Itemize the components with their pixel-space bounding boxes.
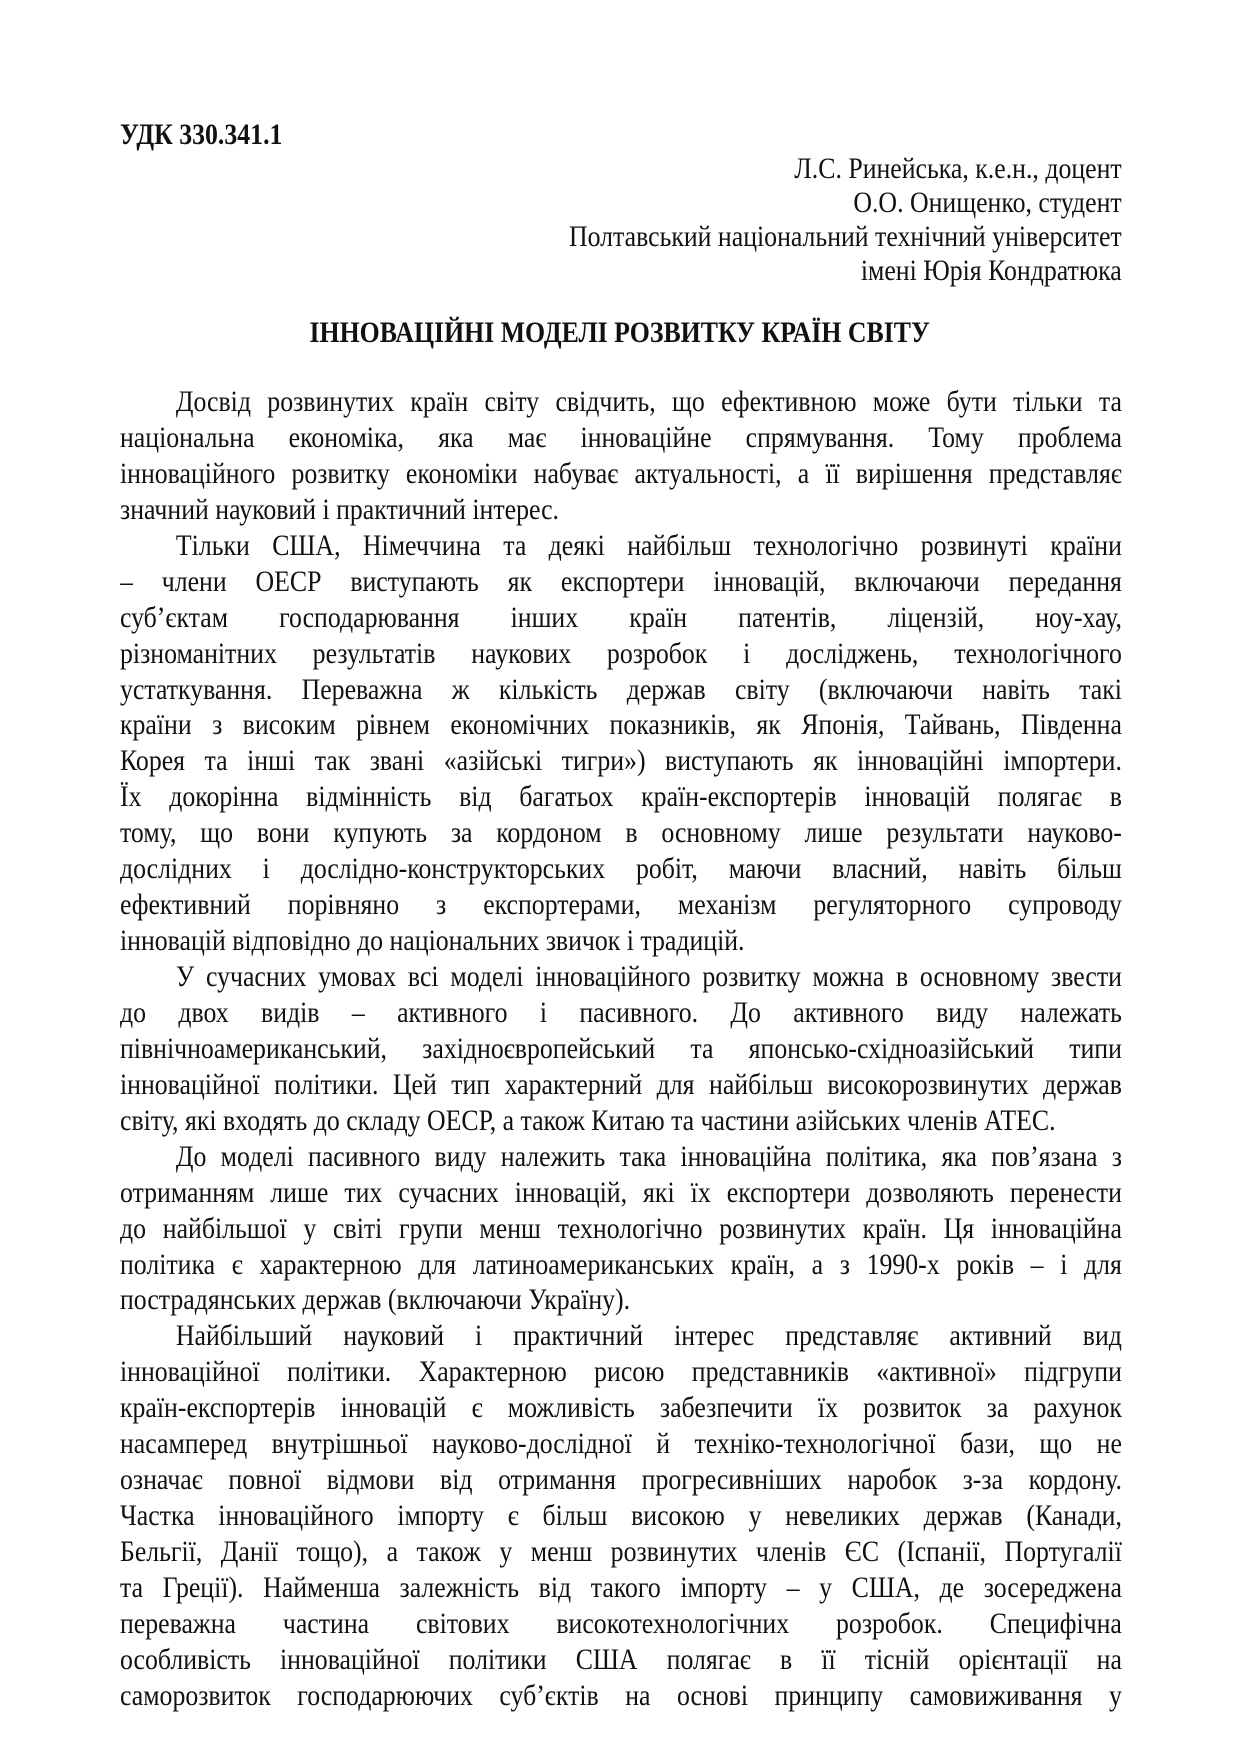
text-line: пострадянських держав (включаючи Україну). (120, 1283, 631, 1317)
text-line: до найбільшої у світі групи менш технологічно розвинутих країн. Ця інноваційна (120, 1211, 1122, 1245)
text-line: інновацій відповідно до національних звичок і традицій. (120, 924, 745, 958)
text-line: північноамериканський, західноєвропейський та японсько-східноазійський типи (120, 1031, 1122, 1065)
text-line: саморозвиток господарюючих суб’єктів на основі принципу самовиживання у (120, 1678, 1122, 1712)
text-line: У сучасних умовах всі моделі інноваційного розвитку можна в основному звести (175, 960, 1122, 993)
text-line: дослідних і дослідно-конструкторських робіт, маючи власний, навіть більш (120, 852, 1122, 886)
text-line: устаткування. Переважна ж кількість держав світу (включаючи навіть такі (120, 672, 1122, 706)
text-line: Бельгії, Данії тощо), а також у менш розвинутих членів ЄС (Іспанії, Португалії (120, 1535, 1122, 1568)
text-line: різноманітних результатів наукових розробок і досліджень, технологічного (120, 636, 1122, 670)
author-1: Л.С. Ринейська, к.е.н., доцент (794, 152, 1122, 185)
text-line: До моделі пасивного виду належить така інноваційна політика, яка пов’язана з (175, 1139, 1122, 1173)
affiliation-line-2: імені Юрія Кондратюка (861, 254, 1122, 287)
text-line: інноваційної політики. Цей тип характерний для найбільш високорозвинутих держав (120, 1067, 1122, 1101)
affiliation-line-1: Полтавський національний технічний університет (569, 220, 1122, 253)
article-body (120, 384, 1122, 1714)
article-title (0, 316, 1240, 350)
text-line: тому, що вони купують за кордоном в основному лише результати науково- (120, 816, 1122, 850)
text-line: суб’єктам господарювання інших країн патентів, ліцензій, ноу-хау, (120, 600, 1122, 634)
text-line: значний науковий і практичний інтерес. (120, 492, 559, 526)
text-line: отриманням лише тих сучасних інновацій, які їх експортери дозволяють перенести (120, 1175, 1122, 1209)
author-2: О.О. Онищенко, студент (853, 186, 1122, 219)
text-line: світу, які входять до складу ОЕСР, а також Китаю та частини азійських членів АТЕС. (120, 1103, 1056, 1137)
text-line: країни з високим рівнем економічних показників, як Японія, Тайвань, Південна (120, 708, 1122, 742)
text-line: Найбільший науковий і практичний інтерес представляє активний вид (175, 1319, 1122, 1353)
text-line: національна економіка, яка має інноваційне спрямування. Тому проблема (120, 420, 1122, 454)
text-line: інноваційного розвитку економіки набуває актуальності, а її вирішення представляє (120, 456, 1122, 490)
text-line: Частка інноваційного імпорту є більш високою у невеликих держав (Канади, (120, 1499, 1122, 1533)
text-line: Тільки США, Німеччина та деякі найбільш технологічно розвинуті країни (175, 528, 1122, 562)
text-line: країн-експортерів інновацій є можливість забезпечити їх розвиток за рахунок (120, 1391, 1122, 1425)
article-title-text: ІННОВАЦІЙНІ МОДЕЛІ РОЗВИТКУ КРАЇН СВІТУ (309, 316, 931, 349)
text-line: Їх докорінна відмінність від багатьох країн-експортерів інновацій полягає в (120, 780, 1122, 814)
paragraph (120, 384, 1122, 528)
text-line: інноваційної політики. Характерною рисою представників «активної» підгрупи (120, 1355, 1122, 1389)
text-line: Досвід розвинутих країн світу свідчить, що ефективною може бути тільки та (175, 385, 1122, 418)
paragraph (120, 528, 1122, 959)
text-line: політика є характерною для латиноамериканських країн, а з 1990-х років – і для (120, 1247, 1122, 1281)
text-line: переважна частина світових високотехнологічних розробок. Специфічна (120, 1606, 1122, 1640)
paragraph (120, 1318, 1122, 1713)
text-line: означає повної відмови від отримання прогресивніших наробок з-за кордону. (120, 1463, 1122, 1497)
text-line: та Греції). Найменша залежність від такого імпорту – у США, де зосереджена (120, 1570, 1122, 1604)
text-line: Корея та інші так звані «азійські тигри») виступають як інноваційні імпортери. (120, 744, 1122, 778)
udc-code: УДК 330.341.1 (120, 118, 283, 151)
text-line: – члени ОЕСР виступають як експортери інновацій, включаючи передання (120, 564, 1122, 598)
text-line: ефективний порівняно з експортерами, механізм регуляторного супроводу (120, 888, 1122, 922)
paragraph (120, 1139, 1122, 1319)
author-block (479, 152, 1122, 288)
paragraph (120, 959, 1122, 1139)
text-line: особливість інноваційної політики США полягає в її тісній орієнтації на (120, 1642, 1122, 1676)
text-line: насамперед внутрішньої науково-дослідної й техніко-технологічної бази, що не (120, 1427, 1122, 1461)
text-line: до двох видів – активного і пасивного. До активного виду належать (120, 995, 1122, 1029)
